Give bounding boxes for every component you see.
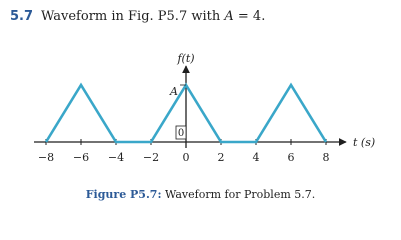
y-axis-label: f(t)	[177, 52, 195, 65]
problem-variable: A	[224, 9, 234, 24]
x-tick-label: 4	[252, 151, 260, 164]
x-axis-label: t (s)	[353, 136, 376, 149]
x-tick-label: −8	[37, 151, 55, 164]
figure-caption	[0, 188, 401, 201]
x-tick-label: −2	[142, 151, 160, 164]
x-tick-label: −6	[72, 151, 90, 164]
x-tick-label: −4	[107, 151, 125, 164]
x-tick-label: 8	[322, 151, 330, 164]
problem-text-suffix: = 4.	[233, 9, 266, 24]
caption-label: Figure P5.7:	[85, 188, 162, 201]
x-tick-label: 2	[217, 151, 225, 164]
origin-label: 0	[177, 128, 185, 139]
x-tick-labels	[38, 151, 330, 164]
problem-number: 5.7	[10, 9, 34, 24]
peak-label: A	[170, 85, 178, 98]
x-tick-label: 0	[182, 151, 190, 164]
caption-text: Waveform for Problem 5.7.	[161, 188, 316, 201]
x-tick-label: 6	[287, 151, 295, 164]
problem-text-prefix: Waveform in Fig. P5.7 with	[41, 9, 221, 24]
